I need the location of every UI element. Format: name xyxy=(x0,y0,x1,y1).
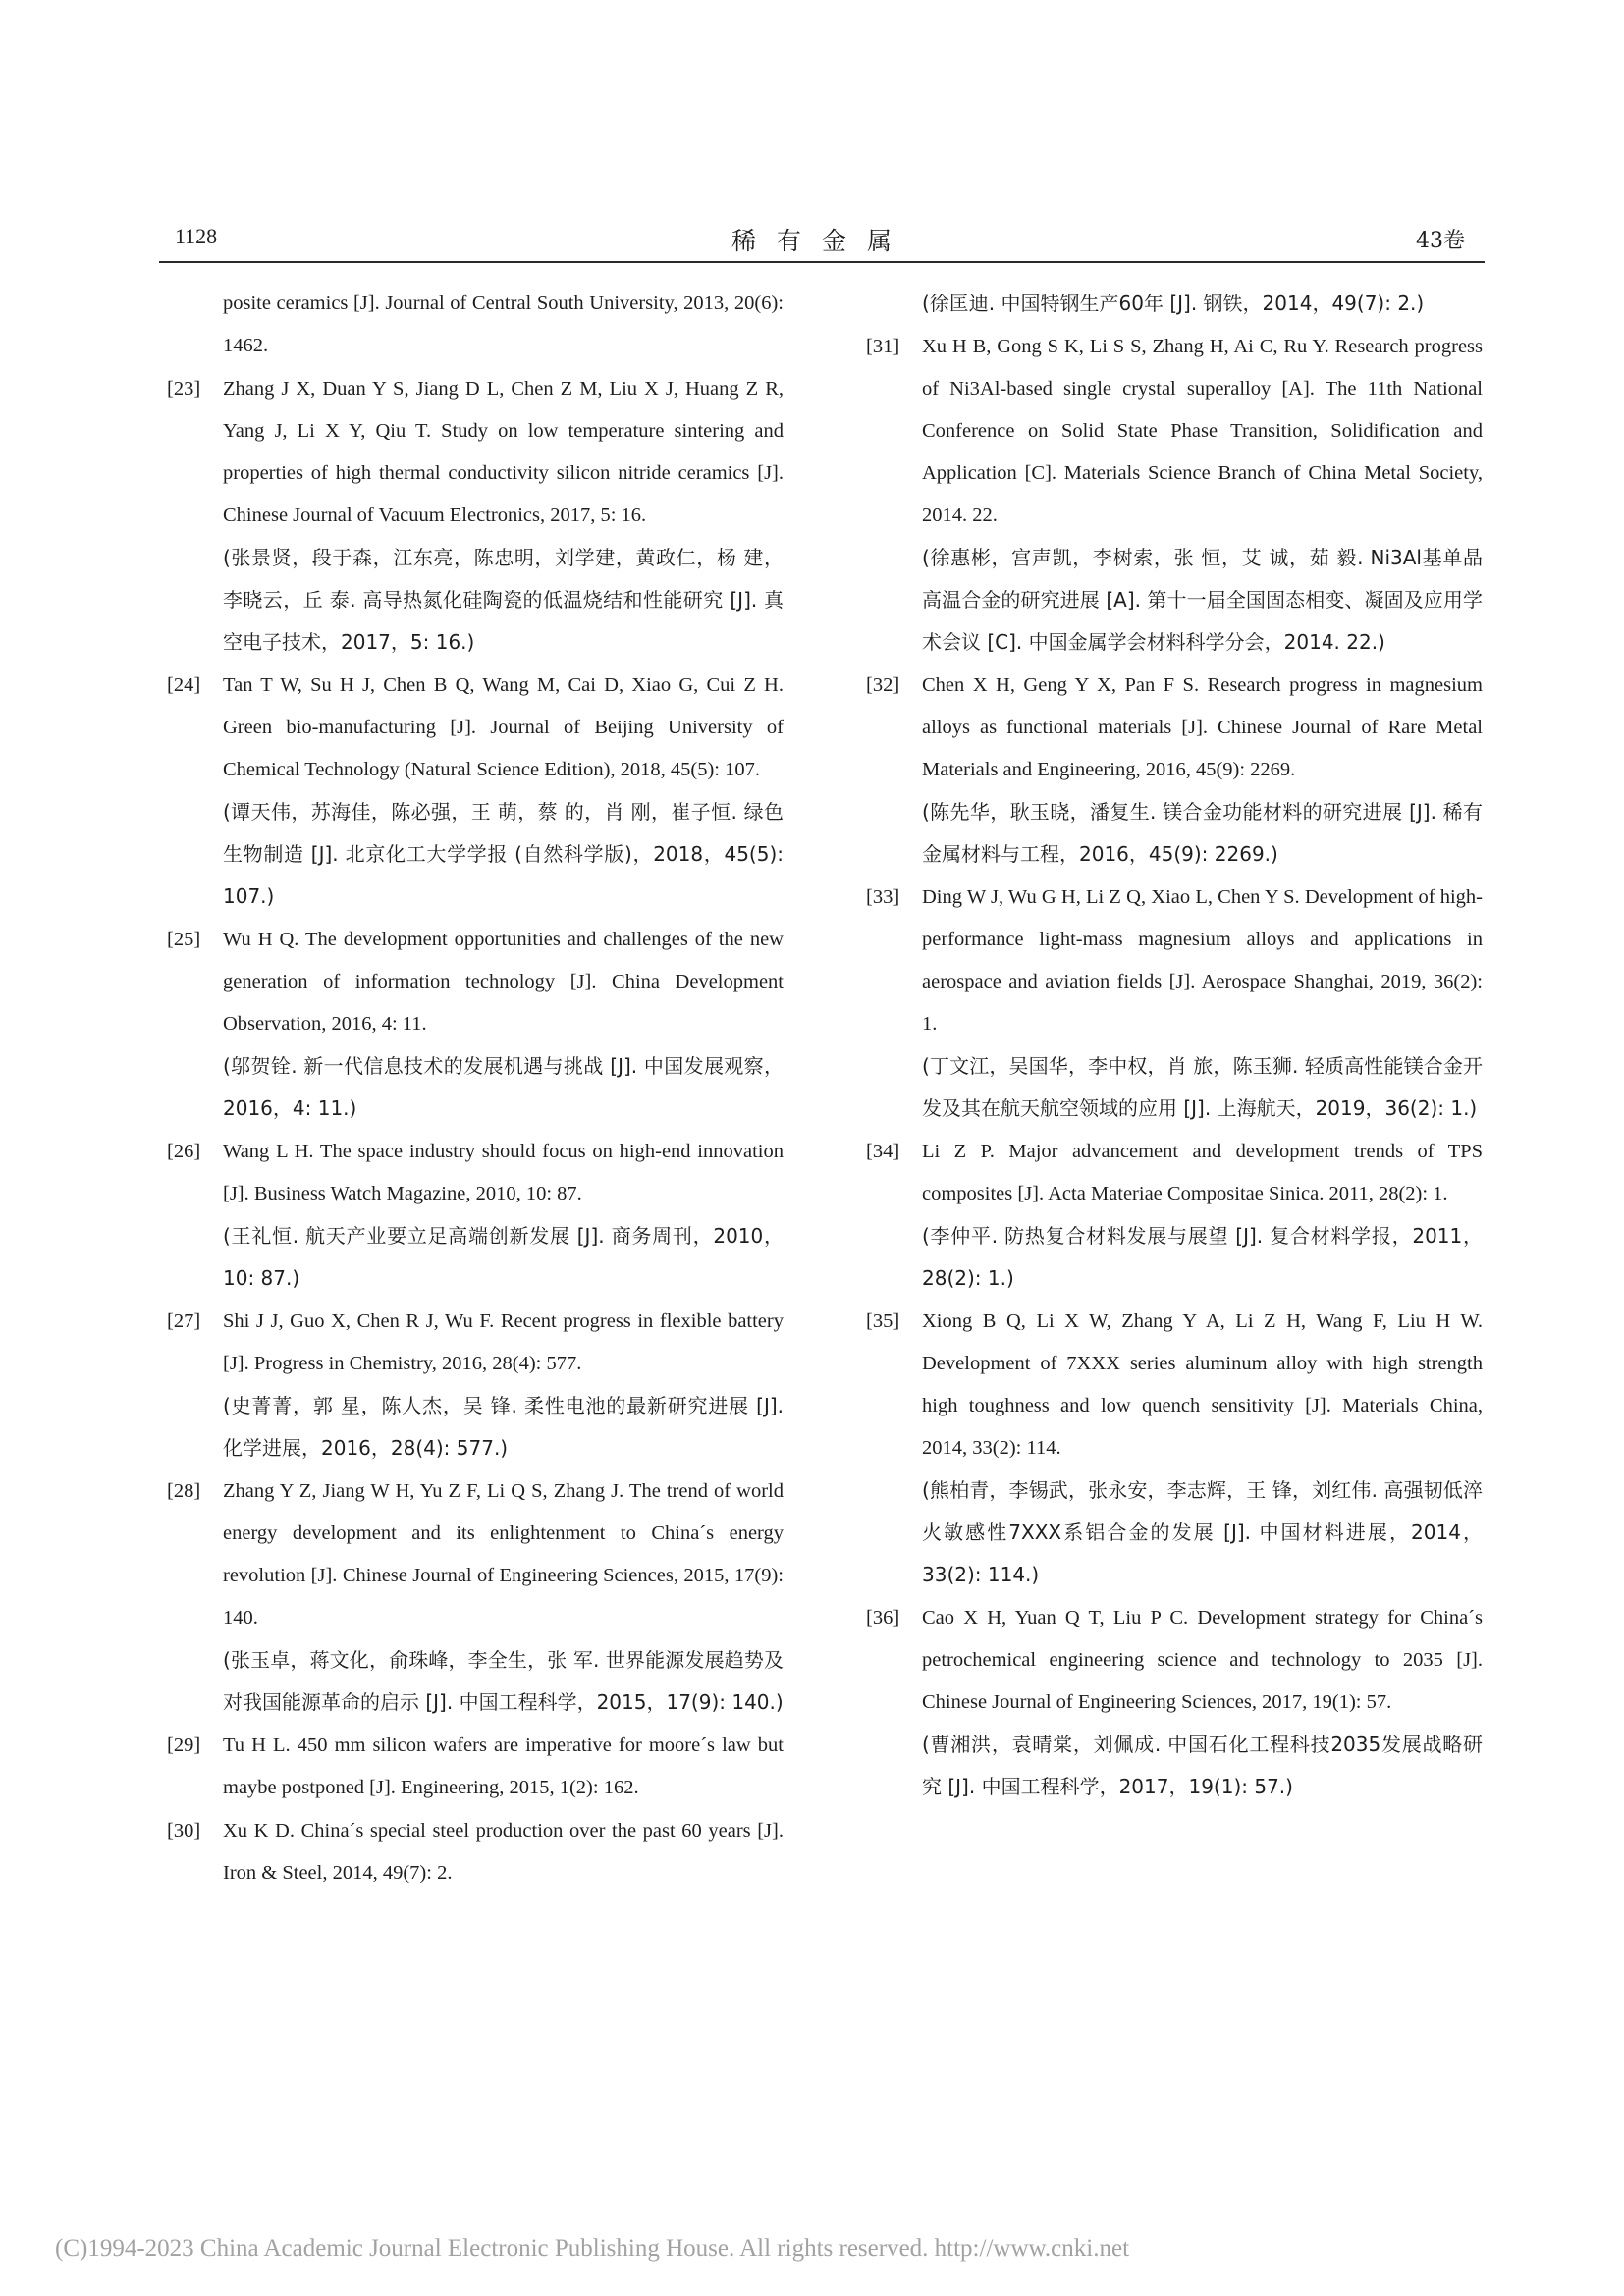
reference-text: Chen X H, Geng Y X, Pan F S. Research progress in magnesium alloys as functional materials [J]. Chinese Journal of Rare Metal Materials and Engineering, 2016, 45(9): 2269. xyxy=(922,674,1483,780)
reference-number: [33] xyxy=(866,886,900,908)
header-rule xyxy=(159,261,1485,263)
reference-translation: (张景贤，段于森，江东亮，陈忠明，刘学建，黄政仁，杨 建，李晓云，丘 泰. 高导热氮化硅陶瓷的低温烧结和性能研究 [J]. 真空电子技术，2017，5: 16.) xyxy=(223,546,784,654)
reference-text: Xu K D. China´s special steel production over the past 60 years [J]. Iron & Steel, 2014, 49(7): 2. xyxy=(223,1820,784,1884)
reference-number: [24] xyxy=(167,674,201,696)
reference-entry xyxy=(167,1301,784,1469)
reference-text: Zhang J X, Duan Y S, Jiang D L, Chen Z M, Liu X J, Huang Z R, Yang J, Li X Y, Qiu T. Study on low temperature sintering and properties of high thermal conductivity silicon nitride ceramics [J]. Chinese Journal of Vacuum Electronics, 2017, 5: 16. xyxy=(223,378,784,526)
volume-label: 43卷 xyxy=(1416,229,1465,253)
reference-text: posite ceramics [J]. Journal of Central South University, 2013, 20(6): 1462. xyxy=(223,293,784,356)
reference-translation: (王礼恒. 航天产业要立足高端创新发展 [J]. 商务周刊，2010，10: 87.) xyxy=(223,1224,784,1290)
reference-entry xyxy=(866,877,1483,1130)
reference-text: Shi J J, Guo X, Chen R J, Wu F. Recent progress in flexible battery [J]. Progress in Chemistry, 2016, 28(4): 577. xyxy=(223,1310,784,1374)
page-number: 1128 xyxy=(175,224,218,248)
reference-translation: (熊柏青，李锡武，张永安，李志辉，王 锋，刘红伟. 高强韧低淬火敏感性7XXX系铝合金的发展 [J]. 中国材料进展，2014，33(2): 114.) xyxy=(922,1478,1483,1586)
reference-number: [36] xyxy=(866,1607,900,1629)
reference-entry xyxy=(866,665,1483,876)
reference-translation: (徐惠彬，宫声凯，李树索，张 恒，艾 诚，茹 毅. Ni3Al基单晶高温合金的研究进展 [A]. 第十一届全国固态相变、凝固及应用学术会议 [C]. 中国金属学会材料科学分会，2014. 22.) xyxy=(922,546,1483,654)
reference-number: [28] xyxy=(167,1480,201,1502)
reference-text: Wu H Q. The development opportunities and challenges of the new generation of information technology [J]. China Development Observation, 2016, 4: 11. xyxy=(223,929,784,1035)
reference-number: [32] xyxy=(866,674,900,696)
copyright-footer: (C)1994-2023 China Academic Journal Electronic Publishing House. All rights reserved. http://www.cnki.net xyxy=(55,2235,1130,2262)
reference-number: [25] xyxy=(167,929,201,950)
reference-number: [26] xyxy=(167,1141,201,1162)
running-header xyxy=(159,220,1485,259)
left-column xyxy=(167,283,784,1896)
reference-entry xyxy=(167,665,784,918)
reference-entry xyxy=(167,1810,784,1895)
reference-text: Li Z P. Major advancement and development trends of TPS composites [J]. Acta Materiae Compositae Sinica. 2011, 28(2): 1. xyxy=(922,1141,1483,1204)
reference-text: Zhang Y Z, Jiang W H, Yu Z F, Li Q S, Zhang J. The trend of world energy development and its enlightenment to China´s energy revolution [J]. Chinese Journal of Engineering Sciences, 2015, 17(9): 140. xyxy=(223,1480,784,1629)
reference-translation: (张玉卓，蒋文化，俞珠峰，李全生，张 军. 世界能源发展趋势及对我国能源革命的启示 [J]. 中国工程科学，2015，17(9): 140.) xyxy=(223,1648,784,1714)
reference-number: [34] xyxy=(866,1141,900,1162)
reference-text: Ding W J, Wu G H, Li Z Q, Xiao L, Chen Y S. Development of high-performance light-mass magnesium alloys and applications in aerospace and aviation fields [J]. Aerospace Shanghai, 2019, 36(2): 1. xyxy=(922,886,1483,1035)
reference-translation: (谭天伟，苏海佳，陈必强，王 萌，蔡 的，肖 刚，崔子恒. 绿色生物制造 [J]. 北京化工大学学报 (自然科学版)，2018，45(5): 107.) xyxy=(223,800,784,908)
reference-translation: (曹湘洪，袁晴棠，刘佩成. 中国石化工程科技2035发展战略研究 [J]. 中国工程科学，2017，19(1): 57.) xyxy=(922,1733,1483,1798)
reference-text: Cao X H, Yuan Q T, Liu P C. Development strategy for China´s petrochemical engineering science and technology to 2035 [J]. Chinese Journal of Engineering Sciences, 2017, 19(1): 57. xyxy=(922,1607,1483,1713)
reference-entry xyxy=(866,326,1483,664)
reference-number: [30] xyxy=(167,1820,201,1842)
reference-entry xyxy=(167,1725,784,1809)
reference-translation: (史菁菁，郭 星，陈人杰，吴 锋. 柔性电池的最新研究进展 [J]. 化学进展，2016，28(4): 577.) xyxy=(223,1394,784,1460)
reference-translation: (陈先华，耿玉晓，潘复生. 镁合金功能材料的研究进展 [J]. 稀有金属材料与工程，2016，45(9): 2269.) xyxy=(922,800,1483,866)
reference-number: [29] xyxy=(167,1735,201,1756)
reference-entry xyxy=(866,283,1483,325)
reference-entry xyxy=(167,1131,784,1300)
reference-entry xyxy=(866,1301,1483,1596)
right-column xyxy=(866,283,1483,1809)
reference-translation: (丁文江，吴国华，李中权，肖 旅，陈玉狮. 轻质高性能镁合金开发及其在航天航空领域的应用 [J]. 上海航天，2019，36(2): 1.) xyxy=(922,1054,1483,1120)
reference-entry xyxy=(167,368,784,664)
reference-text: Xu H B, Gong S K, Li S S, Zhang H, Ai C, Ru Y. Research progress of Ni3Al-based single crystal superalloy [A]. The 11th National Conference on Solid State Phase Transition, Solidification and Application [C]. Materials Science Branch of China Metal Society, 2014. 22. xyxy=(922,336,1483,526)
reference-number: [23] xyxy=(167,378,201,400)
reference-translation: (邬贺铨. 新一代信息技术的发展机遇与挑战 [J]. 中国发展观察，2016，4: 11.) xyxy=(223,1054,784,1120)
reference-text: Wang L H. The space industry should focus on high-end innovation [J]. Business Watch Magazine, 2010, 10: 87. xyxy=(223,1141,784,1204)
reference-number: [35] xyxy=(866,1310,900,1332)
reference-number: [27] xyxy=(167,1310,201,1332)
journal-title: 稀有金属 xyxy=(731,227,912,255)
reference-entry xyxy=(866,1131,1483,1300)
reference-entry xyxy=(866,1597,1483,1808)
reference-text: Xiong B Q, Li X W, Zhang Y A, Li Z H, Wang F, Liu H W. Development of 7XXX series aluminum alloy with high strength high toughness and low quench sensitivity [J]. Materials China, 2014, 33(2): 114. xyxy=(922,1310,1483,1459)
reference-number: [31] xyxy=(866,336,900,357)
reference-entry xyxy=(167,283,784,367)
reference-text: Tu H L. 450 mm silicon wafers are imperative for moore´s law but maybe postponed [J]. Engineering, 2015, 1(2): 162. xyxy=(223,1735,784,1798)
reference-entry xyxy=(167,1470,784,1724)
reference-translation: (徐匡迪. 中国特钢生产60年 [J]. 钢铁，2014，49(7): 2.) xyxy=(922,292,1425,315)
reference-text: Tan T W, Su H J, Chen B Q, Wang M, Cai D, Xiao G, Cui Z H. Green bio-manufacturing [J]. Journal of Beijing University of Chemical Technology (Natural Science Edition), 2018, 45(5): 107. xyxy=(223,674,784,780)
reference-translation: (李仲平. 防热复合材料发展与展望 [J]. 复合材料学报，2011，28(2): 1.) xyxy=(922,1224,1483,1290)
reference-entry xyxy=(167,919,784,1130)
